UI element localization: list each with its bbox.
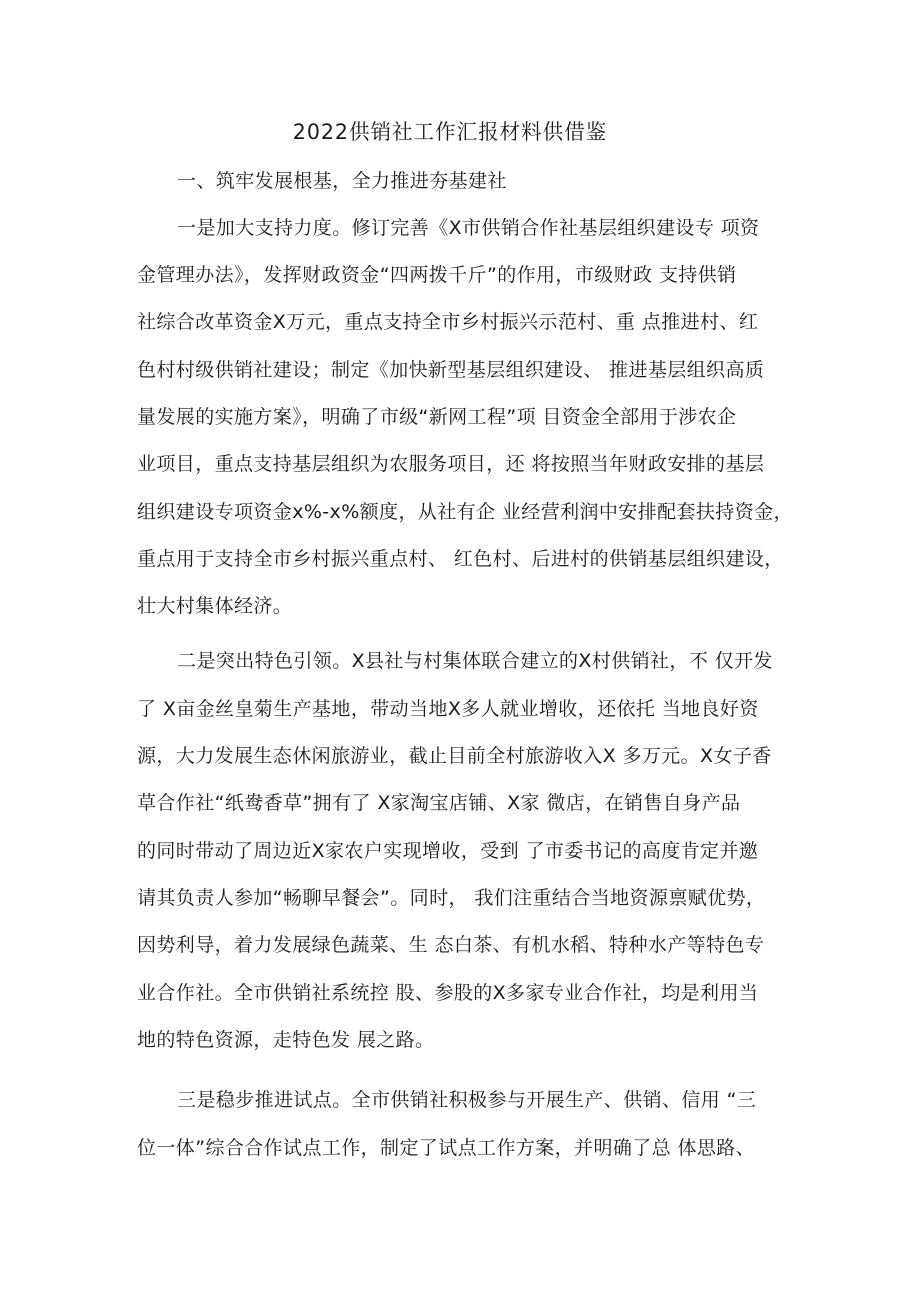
- paragraph-line: 一是加大支持力度。修订完善《X市供销合作社基层组织建设专 项资: [177, 217, 760, 239]
- paragraph-line: 位一体”综合合作试点工作，制定了试点工作方案，并明确了总 体思路、: [137, 1137, 756, 1159]
- paragraph-line: 金管理办法》，发挥财政资金“四两拨千斤”的作用，市级财政 支持供销: [137, 264, 737, 286]
- paragraph-line: 请其负责人参加“畅聊早餐会”。同时， 我们注重结合当地资源禀赋优势，: [137, 887, 766, 909]
- paragraph-line: 色村村级供销社建设；制定《加快新型基层组织建设、 推进基层组织高质: [137, 359, 765, 381]
- paragraph-line: 源，大力发展生态休闲旅游业，截止目前全村旅游收入X 多万元。X女子香: [137, 745, 772, 767]
- paragraph-line: 业项目，重点支持基层组织为农服务项目，还 将按照当年财政安排的基层: [137, 453, 765, 475]
- paragraph-line: 三是稳步推进试点。全市供销社积极参与开展生产、供销、信用 “三: [177, 1089, 757, 1111]
- paragraph-line: 因势利导，着力发展绿色蔬菜、生 态白茶、有机水稻、特种水产等特色专: [137, 934, 765, 956]
- paragraph-line: 业合作社。全市供销社系统控 股、参股的X多家专业合作社，均是利用当: [137, 982, 759, 1004]
- paragraph-line: 草合作社“纸鸯香草”拥有了 X家淘宝店铺、X家 微店，在销售自身产品: [137, 792, 741, 814]
- paragraph-line: 地的特色资源，走特色发 展之路。: [137, 1029, 435, 1051]
- paragraph-line: 壮大村集体经济。: [137, 595, 293, 617]
- paragraph-line: 的同时带动了周边近X家农户实现增收，受到 了市委书记的高度肯定并邀: [137, 840, 759, 862]
- paragraph-line: 重点用于支持全市乡村振兴重点村、 红色村、后进村的供销基层组织建设，: [137, 548, 784, 570]
- paragraph-line: 组织建设专项资金x%-x%额度，从社有企 业经营利润中安排配套扶持资金，: [137, 501, 793, 523]
- document-title: 2022供销社工作汇报材料供借鉴: [292, 120, 608, 144]
- section-heading: 一、筑牢发展根基，全力推进夯基建社: [177, 170, 507, 192]
- paragraph-line: 量发展的实施方案》，明确了市级“新网工程”项 目资金全部用于涉农企: [137, 406, 737, 428]
- paragraph-line: 社综合改革资金X万元，重点支持全市乡村振兴示范村、重 点推进村、红: [137, 311, 759, 333]
- paragraph-line: 了 X亩金丝皇菊生产基地，带动当地X多人就业增收，还依托 当地良好资: [137, 698, 759, 720]
- paragraph-line: 二是突出特色引领。X县社与村集体联合建立的X村供销社，不 仅开发: [177, 650, 773, 672]
